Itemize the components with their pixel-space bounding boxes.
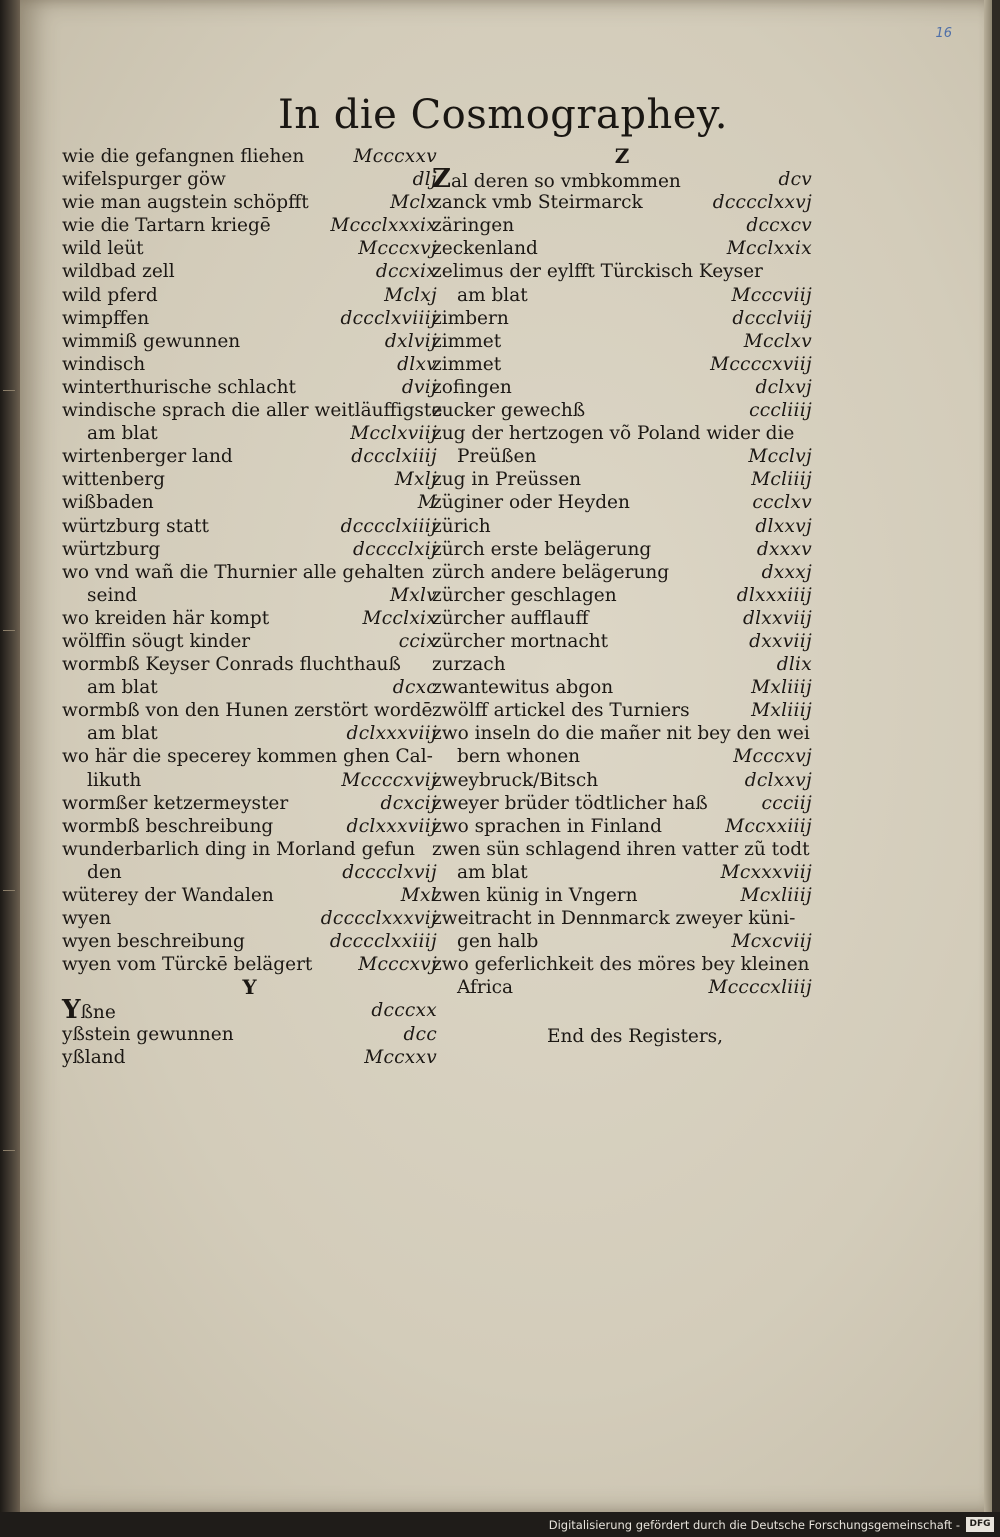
- index-entry-page-number: dlxv: [397, 353, 437, 375]
- index-entry: [432, 861, 812, 884]
- index-entry: [62, 1023, 437, 1046]
- running-title: In die Cosmographey.: [278, 92, 728, 138]
- index-entry: [62, 1046, 437, 1069]
- index-entry-text: Z: [614, 144, 630, 168]
- index-entry-text: wittenberg: [62, 469, 165, 491]
- index-entry-page-number: dlxxvj: [755, 515, 812, 537]
- index-entry: [432, 515, 812, 538]
- index-entry-text: seind: [87, 584, 138, 606]
- index-entry: [432, 838, 812, 861]
- index-entry-text: gen halb: [457, 931, 539, 953]
- index-entry-page-number: dxlvij: [384, 330, 437, 352]
- index-entry-page-number: dclxvj: [755, 376, 812, 398]
- index-entry-text: wyen beschreibung: [62, 931, 245, 953]
- index-entry: [432, 353, 812, 376]
- index-entry-text: zweyer brüder tödtlicher haß: [432, 792, 708, 814]
- section-letter: [62, 976, 437, 999]
- index-entry-text: zimbern: [432, 307, 509, 329]
- index-entry-page-number: dccxix: [375, 261, 437, 283]
- index-entry-text: zwantewitus abgon: [432, 677, 614, 699]
- index-entry: [432, 884, 812, 907]
- index-entry-page-number: Mxliiij: [751, 700, 812, 722]
- index-entry: [62, 930, 437, 953]
- index-entry-page-number: dccclviij: [732, 307, 812, 329]
- index-entry-page-number: Mcclxix: [362, 607, 437, 629]
- index-entry: [62, 214, 437, 237]
- index-entry: [432, 330, 812, 353]
- index-column-left: [62, 145, 443, 1069]
- index-entry-page-number: ccclxv: [752, 492, 812, 514]
- index-entry-page-number: Mcccxvj: [358, 238, 437, 260]
- index-entry: [432, 745, 812, 768]
- index-entry: [62, 422, 437, 445]
- index-entry-text: wild pferd: [62, 284, 158, 306]
- index-entry-page-number: dccxcv: [746, 215, 812, 237]
- index-entry: [62, 399, 443, 422]
- index-entry-page-number: dxxxj: [761, 561, 812, 583]
- index-entry: [432, 769, 812, 792]
- index-entry-page-number: Mccclxxxix: [330, 215, 437, 237]
- index-entry-text: windisch: [62, 353, 146, 375]
- index-entry-page-number: Mxl: [400, 885, 437, 906]
- index-entry-text: zürcher geschlagen: [432, 584, 617, 606]
- index-entry-text: wie man augstein schöpfft: [62, 192, 309, 214]
- index-entry-page-number: dccclxiiij: [351, 446, 437, 468]
- index-entry-page-number: Mxlv: [390, 584, 437, 606]
- index-entry-text: würtzburg: [62, 538, 161, 560]
- index-entry-page-number: dxxxv: [756, 538, 812, 560]
- index-entry: [432, 237, 812, 260]
- index-entry-text: wyen: [62, 908, 112, 930]
- index-entry: [432, 284, 812, 307]
- index-entry-text: wunderbarlich ding in Morland gefun: [62, 838, 416, 860]
- index-entry: [432, 561, 812, 584]
- index-entry-text: zäringen: [432, 215, 515, 237]
- index-entry: [432, 907, 812, 930]
- index-entry-text: wild leüt: [62, 238, 144, 260]
- index-entry: [62, 995, 437, 1026]
- index-entry-page-number: Mclx: [390, 192, 437, 214]
- index-entry: [432, 676, 812, 699]
- index-entry: [432, 260, 812, 283]
- index-entry: [432, 422, 812, 445]
- index-entry: [62, 284, 437, 307]
- index-entry-text: Preüßen: [457, 446, 537, 468]
- index-entry: [432, 653, 812, 676]
- index-entry-page-number: Mcccxvj: [733, 746, 812, 768]
- index-entry: [432, 722, 812, 745]
- index-entry-text: wo vnd wañ die Thurnier alle gehalten: [62, 561, 425, 583]
- index-entry-text: yßland: [62, 1046, 126, 1068]
- index-entry-page-number: M: [417, 492, 437, 514]
- index-entry-text: zweybruck/Bitsch: [432, 769, 599, 791]
- index-entry: [62, 330, 437, 353]
- index-entry-text: zwen künig in Vngern: [432, 885, 638, 906]
- spine-mark: [3, 620, 15, 631]
- index-entry-text: zürch andere belägerung: [432, 561, 670, 583]
- index-entry-text: windische sprach die aller weitläuffigste: [62, 400, 443, 422]
- index-entry: [62, 769, 437, 792]
- index-entry-page-number: Mcclxviij: [350, 423, 437, 445]
- index-entry-text: am blat: [87, 723, 158, 745]
- index-entry-text: bern whonen: [457, 746, 581, 768]
- index-entry-page-number: dxxviij: [749, 630, 812, 652]
- index-entry-page-number: dlix: [776, 654, 812, 676]
- index-entry-text: wifelspurger göw: [62, 169, 226, 191]
- index-entry: [432, 538, 812, 561]
- index-entry-text: zug der hertzogen võ Poland wider die: [432, 423, 795, 445]
- page-edge: [984, 0, 992, 1512]
- index-entry-page-number: ccix: [398, 630, 437, 652]
- index-entry-text: am blat: [87, 677, 158, 699]
- index-entry-page-number: Mcccxxv: [353, 146, 437, 167]
- index-entry: [432, 491, 812, 514]
- index-entry: [62, 953, 437, 976]
- index-entry: [62, 722, 437, 745]
- index-entry: [62, 653, 437, 676]
- index-entry-page-number: Mcxxxviij: [720, 861, 812, 883]
- index-entry-text: yßstein gewunnen: [62, 1023, 234, 1045]
- index-entry-text: Africa: [457, 977, 514, 999]
- index-entry-text: likuth: [87, 769, 142, 791]
- index-entry-page-number: dcccxx: [371, 1000, 437, 1022]
- index-entry-page-number: dccclxviiij: [340, 307, 437, 329]
- index-entry-page-number: dcccclxxxvij: [320, 908, 437, 930]
- index-entry: [62, 607, 437, 630]
- index-entry: [432, 953, 812, 976]
- index-entry-page-number: dcccclxxiiij: [329, 931, 437, 953]
- index-entry-text: Yßne: [62, 995, 116, 1026]
- index-entry-page-number: dcxcij: [380, 792, 437, 814]
- index-entry-page-number: Mcxcviij: [731, 931, 812, 953]
- index-entry-text: wüterey der Wandalen: [62, 885, 274, 906]
- index-entry: [62, 884, 437, 907]
- folio-number: 16: [935, 26, 952, 41]
- index-entry: [432, 930, 812, 953]
- digitization-footer: [0, 1512, 1000, 1537]
- index-entry: [62, 168, 437, 191]
- index-entry: [62, 445, 437, 468]
- index-entry-page-number: Mccccxliiij: [708, 977, 812, 999]
- index-entry-page-number: Mxlj: [394, 469, 437, 491]
- index-entry-page-number: cccliiij: [749, 400, 812, 422]
- index-entry-page-number: dcc: [403, 1023, 437, 1045]
- section-letter: [432, 145, 812, 168]
- index-entry: [432, 630, 812, 653]
- index-entry: [62, 538, 437, 561]
- index-entry-page-number: dvij: [401, 376, 437, 398]
- index-entry: [62, 838, 437, 861]
- dfg-logo: DFG: [966, 1517, 994, 1532]
- index-entry-page-number: Mccxxiiij: [725, 815, 812, 837]
- index-entry: [432, 468, 812, 491]
- index-entry-page-number: dcccclxiiij: [340, 515, 437, 537]
- index-entry-text: wormßer ketzermeyster: [62, 792, 289, 814]
- index-entry-text: wißbaden: [62, 492, 154, 514]
- index-column-right: [432, 145, 812, 999]
- index-entry-text: zwo sprachen in Finland: [432, 815, 662, 837]
- index-entry-text: zwölff artickel des Turniers: [432, 700, 690, 722]
- index-entry-page-number: Mcclxv: [743, 330, 812, 352]
- index-entry-page-number: Mcclvj: [748, 446, 812, 468]
- index-entry: [62, 676, 437, 699]
- index-entry: [432, 214, 812, 237]
- index-entry: [432, 191, 812, 214]
- index-entry: [62, 745, 437, 768]
- index-entry-text: zürcher aufflauff: [432, 607, 589, 629]
- index-entry: [62, 792, 437, 815]
- index-entry-page-number: Mcclxxix: [726, 238, 812, 260]
- index-entry-text: zug in Preüssen: [432, 469, 582, 491]
- index-entry: [432, 399, 812, 422]
- index-entry-page-number: dlj: [412, 169, 437, 191]
- index-entry-text: zürich: [432, 515, 491, 537]
- index-entry-text: wie die gefangnen fliehen: [62, 146, 305, 167]
- index-entry-text: wormbß Keyser Conrads fluchthauß: [62, 654, 401, 676]
- index-entry-text: zofingen: [432, 376, 512, 398]
- index-entry-page-number: dclxxvj: [744, 769, 812, 791]
- index-entry: [432, 164, 812, 195]
- index-entry-text: wölffin söugt kinder: [62, 630, 251, 652]
- index-entry-page-number: Mclxj: [384, 284, 437, 306]
- index-entry-text: winterthurische schlacht: [62, 376, 296, 398]
- index-entry-text: wo kreiden här kompt: [62, 607, 270, 629]
- index-entry-text: zwen sün schlagend ihren vatter zũ todt: [432, 838, 810, 860]
- index-entry-text: wirtenberger land: [62, 446, 233, 468]
- book-spine: [0, 0, 20, 1537]
- index-entry: [432, 607, 812, 630]
- index-entry-text: wyen vom Türckē belägert: [62, 954, 313, 976]
- index-entry-text: zelimus der eylfft Türckisch Keyser: [432, 261, 763, 283]
- index-entry-page-number: dcv: [778, 169, 812, 191]
- index-entry-page-number: Mcccxvj: [358, 954, 437, 976]
- index-entry-page-number: dcccclxij: [353, 538, 437, 560]
- index-entry: [62, 307, 437, 330]
- index-entry-text: Zal deren so vmbkommen: [432, 164, 681, 195]
- spine-mark: [3, 880, 15, 891]
- index-entry-text: wimmiß gewunnen: [62, 330, 241, 352]
- index-entry-page-number: dclxxxviij: [346, 815, 437, 837]
- spine-mark: [3, 1140, 15, 1151]
- index-entry-text: den: [87, 861, 122, 883]
- index-entry-text: zimmet: [432, 353, 502, 375]
- index-entry: [432, 584, 812, 607]
- index-entry: [62, 630, 437, 653]
- index-entry-text: zucker gewechß: [432, 400, 586, 422]
- index-entry-page-number: dcccclxxvj: [712, 192, 812, 214]
- index-entry-page-number: dclxxxviij: [346, 723, 437, 745]
- index-entry: [62, 907, 437, 930]
- index-entry-text: Y: [242, 975, 257, 1000]
- index-entry-text: zwo geferlichkeit des möres bey kleinen: [432, 954, 810, 976]
- funding-credit: Digitalisierung gefördert durch die Deutsche Forschungsgemeinschaft -: [548, 1518, 960, 1532]
- index-entry: [62, 191, 437, 214]
- index-entry-page-number: Mcccviij: [731, 284, 812, 306]
- index-entry: [432, 445, 812, 468]
- index-entry-page-number: dlxxxiiij: [736, 584, 812, 606]
- index-entry-text: würtzburg statt: [62, 515, 209, 537]
- index-entry-text: zürcher mortnacht: [432, 630, 609, 652]
- index-entry: [62, 145, 437, 168]
- index-entry-text: zanck vmb Steirmarck: [432, 192, 643, 214]
- index-entry: [432, 815, 812, 838]
- index-entry-page-number: Mccxxv: [364, 1046, 437, 1068]
- index-entry-page-number: dlxxviij: [742, 607, 812, 629]
- index-entry-text: zurzach: [432, 654, 506, 676]
- index-entry: [62, 237, 437, 260]
- index-entry-text: zweitracht in Dennmarck zweyer küni-: [432, 908, 796, 930]
- index-entry-text: züginer oder Heyden: [432, 492, 630, 514]
- index-entry: [62, 491, 437, 514]
- index-entry-text: wimpffen: [62, 307, 150, 329]
- index-entry-page-number: Mxliiij: [751, 677, 812, 699]
- index-entry-text: wildbad zell: [62, 261, 175, 283]
- index-entry-text: wormbß beschreibung: [62, 815, 274, 837]
- index-entry-page-number: Mccccxviij: [710, 353, 812, 375]
- index-entry: [62, 353, 437, 376]
- index-entry-text: am blat: [87, 423, 158, 445]
- index-entry: [62, 515, 437, 538]
- index-entry: [62, 861, 437, 884]
- index-entry-text: am blat: [457, 284, 528, 306]
- index-entry: [432, 307, 812, 330]
- index-entry: [62, 468, 437, 491]
- index-entry: [62, 260, 437, 283]
- index-entry-page-number: dcxc: [392, 677, 437, 699]
- index-entry: [62, 584, 437, 607]
- index-entry-page-number: Mcliiij: [751, 469, 812, 491]
- index-entry: [62, 376, 437, 399]
- index-entry-text: wormbß von den Hunen zerstört wordē: [62, 700, 433, 722]
- index-entry: [62, 815, 437, 838]
- index-entry-text: am blat: [457, 861, 528, 883]
- index-entry: [432, 376, 812, 399]
- index-entry: [432, 792, 812, 815]
- index-entry-page-number: ccciij: [761, 792, 812, 814]
- spine-mark: [3, 380, 15, 391]
- index-entry-text: wo här die specerey kommen ghen Cal-: [62, 746, 433, 768]
- index-entry-text: wie die Tartarn kriegē: [62, 215, 271, 237]
- index-entry-page-number: dcccclxvij: [342, 861, 437, 883]
- index-entry-page-number: Mcxliiij: [740, 885, 812, 906]
- index-entry: [432, 699, 812, 722]
- index-entry: [62, 699, 437, 722]
- index-entry: [62, 561, 437, 584]
- index-entry-text: zeckenland: [432, 238, 538, 260]
- index-entry-text: zürch erste belägerung: [432, 538, 652, 560]
- index-entry-text: zimmet: [432, 330, 502, 352]
- index-entry-page-number: Mccccxvij: [341, 769, 437, 791]
- index-entry-text: zwo inseln do die mañer nit bey den wei: [432, 723, 810, 745]
- index-entry: [432, 976, 812, 999]
- end-of-register-note: End des Registers,: [547, 1026, 724, 1047]
